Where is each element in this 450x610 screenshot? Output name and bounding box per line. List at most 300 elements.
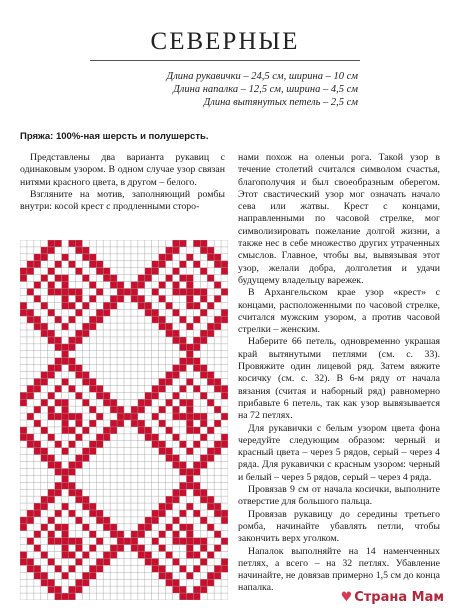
pattern-stitch <box>193 489 200 496</box>
pattern-stitch <box>173 489 180 496</box>
pattern-stitch <box>173 330 180 337</box>
pattern-stitch <box>55 510 62 517</box>
pattern-stitch <box>159 448 166 455</box>
pattern-stitch <box>159 254 166 261</box>
pattern-stitch <box>131 282 138 289</box>
pattern-stitch <box>193 261 200 268</box>
pattern-stitch <box>89 503 96 510</box>
pattern-stitch <box>145 558 152 565</box>
pattern-stitch <box>166 427 173 434</box>
pattern-stitch <box>200 545 207 552</box>
pattern-stitch <box>193 427 200 434</box>
pattern-stitch <box>27 309 34 316</box>
pattern-stitch <box>96 538 103 545</box>
pattern-stitch <box>179 385 186 392</box>
pattern-stitch <box>34 448 41 455</box>
pattern-stitch <box>186 302 193 309</box>
pattern-stitch <box>138 399 145 406</box>
pattern-stitch <box>214 503 221 510</box>
pattern-stitch <box>173 455 180 462</box>
pattern-stitch <box>41 254 48 261</box>
pattern-stitch <box>159 261 166 268</box>
pattern-stitch <box>89 441 96 448</box>
pattern-stitch <box>48 517 55 524</box>
pattern-stitch <box>166 448 173 455</box>
pattern-stitch <box>173 586 180 593</box>
pattern-stitch <box>186 399 193 406</box>
pattern-stitch <box>186 482 193 489</box>
pattern-stitch <box>89 282 96 289</box>
pattern-stitch <box>75 309 82 316</box>
pattern-stitch <box>48 372 55 379</box>
page-title: СЕВЕРНЫЕ <box>150 28 300 55</box>
pattern-stitch <box>166 254 173 261</box>
pattern-stitch <box>69 468 76 475</box>
pattern-stitch <box>48 392 55 399</box>
pattern-stitch <box>27 565 34 572</box>
pattern-stitch <box>55 399 62 406</box>
pattern-stitch <box>173 434 180 441</box>
pattern-stitch <box>41 399 48 406</box>
pattern-stitch <box>200 365 207 372</box>
pattern-stitch <box>152 261 159 268</box>
pattern-stitch <box>110 545 117 552</box>
pattern-stitch <box>179 565 186 572</box>
pattern-stitch <box>62 288 69 295</box>
pattern-stitch <box>34 531 41 538</box>
pattern-stitch <box>27 434 34 441</box>
pattern-stitch <box>214 295 221 302</box>
pattern-stitch <box>214 378 221 385</box>
text-paragraph-5: Провязав 9 см от начала косички, выполните отверстие для большого пальца. <box>238 484 440 508</box>
pattern-stitch <box>20 275 27 282</box>
pattern-stitch <box>131 413 138 420</box>
pattern-stitch <box>27 441 34 448</box>
pattern-stitch <box>221 441 228 448</box>
pattern-stitch <box>200 489 207 496</box>
pattern-stitch <box>200 496 207 503</box>
pattern-stitch <box>193 441 200 448</box>
pattern-stitch <box>207 448 214 455</box>
pattern-stitch <box>48 406 55 413</box>
pattern-stitch <box>159 316 166 323</box>
pattern-stitch <box>214 565 221 572</box>
pattern-stitch <box>96 434 103 441</box>
pattern-stitch <box>69 385 76 392</box>
pattern-stitch <box>69 365 76 372</box>
pattern-stitch <box>152 309 159 316</box>
pattern-stitch <box>103 558 110 565</box>
pattern-stitch <box>214 282 221 289</box>
pattern-stitch <box>89 448 96 455</box>
pattern-stitch <box>34 282 41 289</box>
pattern-stitch <box>103 399 110 406</box>
pattern-stitch <box>193 385 200 392</box>
pattern-stitch <box>173 337 180 344</box>
pattern-stitch <box>89 572 96 579</box>
pattern-stitch <box>27 538 34 545</box>
pattern-stitch <box>200 434 207 441</box>
pattern-stitch <box>96 316 103 323</box>
pattern-stitch <box>55 565 62 572</box>
title-rule <box>90 60 360 61</box>
pattern-stitch <box>145 427 152 434</box>
pattern-stitch <box>110 302 117 309</box>
pattern-stitch <box>131 545 138 552</box>
pattern-stitch <box>138 531 145 538</box>
pattern-stitch <box>62 593 69 600</box>
pattern-stitch <box>62 378 69 385</box>
pattern-stitch <box>69 489 76 496</box>
left-column <box>20 152 225 213</box>
pattern-stitch <box>173 462 180 469</box>
pattern-stitch <box>179 240 186 247</box>
pattern-stitch <box>75 365 82 372</box>
pattern-stitch <box>152 268 159 275</box>
pattern-stitch <box>117 538 124 545</box>
pattern-stitch <box>179 337 186 344</box>
pattern-stitch <box>179 482 186 489</box>
pattern-stitch <box>221 413 228 420</box>
pattern-stitch <box>20 399 27 406</box>
pattern-stitch <box>34 420 41 427</box>
pattern-stitch <box>117 288 124 295</box>
pattern-stitch <box>55 593 62 600</box>
pattern-stitch <box>193 344 200 351</box>
pattern-stitch <box>82 330 89 337</box>
pattern-stitch <box>110 427 117 434</box>
pattern-stitch <box>69 482 76 489</box>
pattern-stitch <box>110 275 117 282</box>
text-paragraph-6: Провязав рукавицу до середины третьего ромба, начинайте убавлять петли, чтобы закончить верх уголком. <box>238 508 440 545</box>
yarn-info: Пряжа: 100%-ная шерсть и полушерсть. <box>20 131 209 142</box>
pattern-stitch <box>117 531 124 538</box>
pattern-stitch <box>138 524 145 531</box>
pattern-stitch <box>214 385 221 392</box>
pattern-stitch <box>89 295 96 302</box>
pattern-stitch <box>110 524 117 531</box>
pattern-stitch <box>200 309 207 316</box>
pattern-stitch <box>75 268 82 275</box>
pattern-stitch <box>62 468 69 475</box>
pattern-stitch <box>62 399 69 406</box>
pattern-stitch <box>221 316 228 323</box>
pattern-stitch <box>221 434 228 441</box>
pattern-stitch <box>138 275 145 282</box>
pattern-stitch <box>89 406 96 413</box>
spec-thumb: Длина напалка – 12,5 см, ширина – 4,5 см <box>173 84 358 95</box>
pattern-stitch <box>200 462 207 469</box>
pattern-stitch <box>41 503 48 510</box>
pattern-stitch <box>75 496 82 503</box>
pattern-stitch <box>186 427 193 434</box>
pattern-stitch <box>41 496 48 503</box>
pattern-stitch <box>186 448 193 455</box>
pattern-stitch <box>89 545 96 552</box>
pattern-stitch <box>214 323 221 330</box>
pattern-stitch <box>55 358 62 365</box>
pattern-stitch <box>27 517 34 524</box>
pattern-stitch <box>69 240 76 247</box>
pattern-stitch <box>69 441 76 448</box>
pattern-stitch <box>62 358 69 365</box>
pattern-stitch <box>75 489 82 496</box>
pattern-stitch <box>117 420 124 427</box>
pattern-stitch <box>34 510 41 517</box>
pattern-stitch <box>200 247 207 254</box>
pattern-stitch <box>55 441 62 448</box>
pattern-stitch <box>69 462 76 469</box>
pattern-stitch <box>41 323 48 330</box>
pattern-stitch <box>55 365 62 372</box>
pattern-stitch <box>55 316 62 323</box>
pattern-stitch <box>96 288 103 295</box>
pattern-stitch <box>193 302 200 309</box>
size-specs <box>167 70 358 109</box>
pattern-stitch <box>159 441 166 448</box>
pattern-stitch <box>179 399 186 406</box>
pattern-stitch <box>179 586 186 593</box>
pattern-stitch <box>34 503 41 510</box>
pattern-stitch <box>20 392 27 399</box>
pattern-stitch <box>186 538 193 545</box>
pattern-stitch <box>152 558 159 565</box>
pattern-stitch <box>173 579 180 586</box>
pattern-stitch <box>207 247 214 254</box>
pattern-stitch <box>207 275 214 282</box>
pattern-stitch <box>82 323 89 330</box>
pattern-stitch <box>179 538 186 545</box>
pattern-stitch <box>41 524 48 531</box>
right-column <box>238 152 440 595</box>
watermark <box>341 590 444 605</box>
pattern-stitch <box>75 586 82 593</box>
pattern-stitch <box>138 295 145 302</box>
pattern-stitch <box>75 434 82 441</box>
pattern-stitch <box>69 538 76 545</box>
pattern-stitch <box>131 288 138 295</box>
pattern-stitch <box>193 565 200 572</box>
pattern-stitch <box>152 413 159 420</box>
pattern-stitch <box>75 517 82 524</box>
pattern-stitch <box>75 330 82 337</box>
pattern-stitch <box>48 282 55 289</box>
pattern-stitch <box>41 572 48 579</box>
pattern-stitch <box>166 399 173 406</box>
pattern-stitch <box>20 434 27 441</box>
pattern-stitch <box>179 316 186 323</box>
pattern-stitch <box>27 392 34 399</box>
pattern-stitch <box>221 288 228 295</box>
pattern-stitch <box>200 579 207 586</box>
pattern-stitch <box>62 344 69 351</box>
pattern-stitch <box>214 441 221 448</box>
pattern-stitch <box>62 302 69 309</box>
pattern-stitch <box>62 427 69 434</box>
pattern-stitch <box>48 462 55 469</box>
pattern-stitch <box>62 282 69 289</box>
pattern-stitch <box>75 558 82 565</box>
pattern-stitch <box>89 323 96 330</box>
pattern-stitch <box>159 295 166 302</box>
pattern-stitch <box>221 385 228 392</box>
pattern-stitch <box>179 288 186 295</box>
pattern-stitch <box>75 413 82 420</box>
motif-paragraph: Взгляните на мотив, заполняющий ромбы внутри: косой крест с продленными сторо- <box>20 188 225 213</box>
pattern-stitch <box>20 309 27 316</box>
pattern-stitch <box>159 282 166 289</box>
text-paragraph-7: Напалок выполняйте на 14 наменченных петлях, а всего – на 32 петлях. Убавление начинайте, не довязав примерно 1,5 см до конца напалка. <box>238 545 440 594</box>
pattern-stitch <box>173 496 180 503</box>
pattern-stitch <box>207 579 214 586</box>
pattern-stitch <box>186 288 193 295</box>
pattern-stitch <box>200 288 207 295</box>
pattern-stitch <box>207 524 214 531</box>
pattern-stitch <box>193 413 200 420</box>
pattern-stitch <box>193 462 200 469</box>
pattern-stitch <box>221 565 228 572</box>
pattern-stitch <box>145 275 152 282</box>
pattern-stitch <box>214 572 221 579</box>
pattern-stitch <box>207 427 214 434</box>
pattern-stitch <box>186 344 193 351</box>
pattern-stitch <box>103 517 110 524</box>
pattern-stitch <box>186 406 193 413</box>
pattern-stitch <box>62 572 69 579</box>
pattern-stitch <box>173 288 180 295</box>
pattern-stitch <box>186 420 193 427</box>
pattern-stitch <box>186 323 193 330</box>
pattern-stitch <box>186 358 193 365</box>
pattern-stitch <box>96 517 103 524</box>
pattern-stitch <box>207 572 214 579</box>
text-paragraph-1: нами похож на оленьи рога. Такой узор в течение столетий считался символом счастья, благополучия и был своеобразным оберегом. Этот свастический узор мог означать начало сева или жатвы. Крест с концами, направленными по часовой стрелке, мог символизировать пожелание долгой жизни, а также нес в себе множество других утраченных смыслов. Главное, чтобы вы, вывязывая этот узор, желали добра, долголетия и удачи будущему владельцу варежек. <box>238 152 440 286</box>
pattern-stitch <box>200 517 207 524</box>
pattern-stitch <box>124 413 131 420</box>
pattern-stitch <box>55 288 62 295</box>
pattern-stitch <box>166 579 173 586</box>
pattern-stitch <box>27 316 34 323</box>
pattern-stitch <box>103 427 110 434</box>
pattern-stitch <box>138 420 145 427</box>
pattern-stitch <box>159 565 166 572</box>
pattern-stitch <box>186 468 193 475</box>
pattern-stitch <box>179 489 186 496</box>
pattern-stitch <box>152 510 159 517</box>
pattern-stitch <box>193 468 200 475</box>
pattern-stitch <box>48 365 55 372</box>
pattern-stitch <box>82 503 89 510</box>
pattern-stitch <box>131 538 138 545</box>
pattern-stitch <box>152 517 159 524</box>
pattern-stitch <box>82 496 89 503</box>
pattern-stitch <box>82 427 89 434</box>
pattern-stitch <box>186 552 193 559</box>
pattern-stitch <box>34 316 41 323</box>
pattern-stitch <box>75 337 82 344</box>
pattern-stitch <box>69 552 76 559</box>
pattern-stitch <box>48 579 55 586</box>
pattern-stitch <box>75 240 82 247</box>
pattern-stitch <box>214 261 221 268</box>
pattern-stitch <box>186 531 193 538</box>
pattern-stitch <box>166 572 173 579</box>
pattern-stitch <box>103 434 110 441</box>
pattern-stitch <box>179 261 186 268</box>
pattern-stitch <box>214 406 221 413</box>
pattern-stitch <box>207 330 214 337</box>
pattern-stitch <box>69 337 76 344</box>
pattern-stitch <box>41 302 48 309</box>
pattern-stitch <box>145 399 152 406</box>
pattern-stitch <box>159 323 166 330</box>
pattern-stitch <box>48 586 55 593</box>
pattern-stitch <box>214 254 221 261</box>
pattern-stitch <box>34 441 41 448</box>
pattern-stitch <box>200 538 207 545</box>
pattern-stitch <box>75 295 82 302</box>
pattern-stitch <box>34 565 41 572</box>
pattern-stitch <box>55 538 62 545</box>
pattern-stitch <box>138 427 145 434</box>
pattern-stitch <box>20 268 27 275</box>
pattern-stitch <box>200 558 207 565</box>
pattern-stitch <box>221 268 228 275</box>
pattern-stitch <box>173 413 180 420</box>
pattern-stitch <box>173 538 180 545</box>
pattern-stitch <box>48 455 55 462</box>
pattern-stitch <box>89 385 96 392</box>
pattern-stitch <box>186 275 193 282</box>
pattern-stitch <box>166 302 173 309</box>
intro-paragraph: Представлены два варианта рукавиц с одинаковым узором. В одном случае узор связан нитями красного цвета, в другом – белого. <box>20 152 225 188</box>
pattern-stitch <box>82 254 89 261</box>
pattern-stitch <box>75 247 82 254</box>
pattern-stitch <box>173 392 180 399</box>
pattern-stitch <box>214 420 221 427</box>
pattern-stitch <box>173 282 180 289</box>
pattern-stitch <box>62 482 69 489</box>
pattern-stitch <box>55 261 62 268</box>
pattern-stitch <box>207 455 214 462</box>
pattern-stitch <box>173 365 180 372</box>
pattern-stitch <box>173 531 180 538</box>
pattern-stitch <box>145 302 152 309</box>
pattern-stitch <box>20 517 27 524</box>
pattern-stitch <box>96 309 103 316</box>
pattern-stitch <box>166 275 173 282</box>
pattern-stitch <box>48 496 55 503</box>
pattern-stitch <box>186 503 193 510</box>
pattern-stitch <box>103 302 110 309</box>
pattern-stitch <box>166 455 173 462</box>
pattern-stitch <box>200 330 207 337</box>
pattern-stitch <box>166 552 173 559</box>
pattern-stitch <box>152 316 159 323</box>
pattern-stitch <box>138 302 145 309</box>
pattern-stitch <box>152 288 159 295</box>
pattern-stitch <box>207 302 214 309</box>
pattern-stitch <box>159 545 166 552</box>
pattern-stitch <box>96 558 103 565</box>
pattern-stitch <box>103 552 110 559</box>
pattern-stitch <box>186 378 193 385</box>
watermark-text: Страна Мам <box>354 590 444 605</box>
pattern-stitch <box>131 531 138 538</box>
pattern-stitch <box>48 434 55 441</box>
pattern-stitch <box>214 448 221 455</box>
pattern-stitch <box>138 545 145 552</box>
